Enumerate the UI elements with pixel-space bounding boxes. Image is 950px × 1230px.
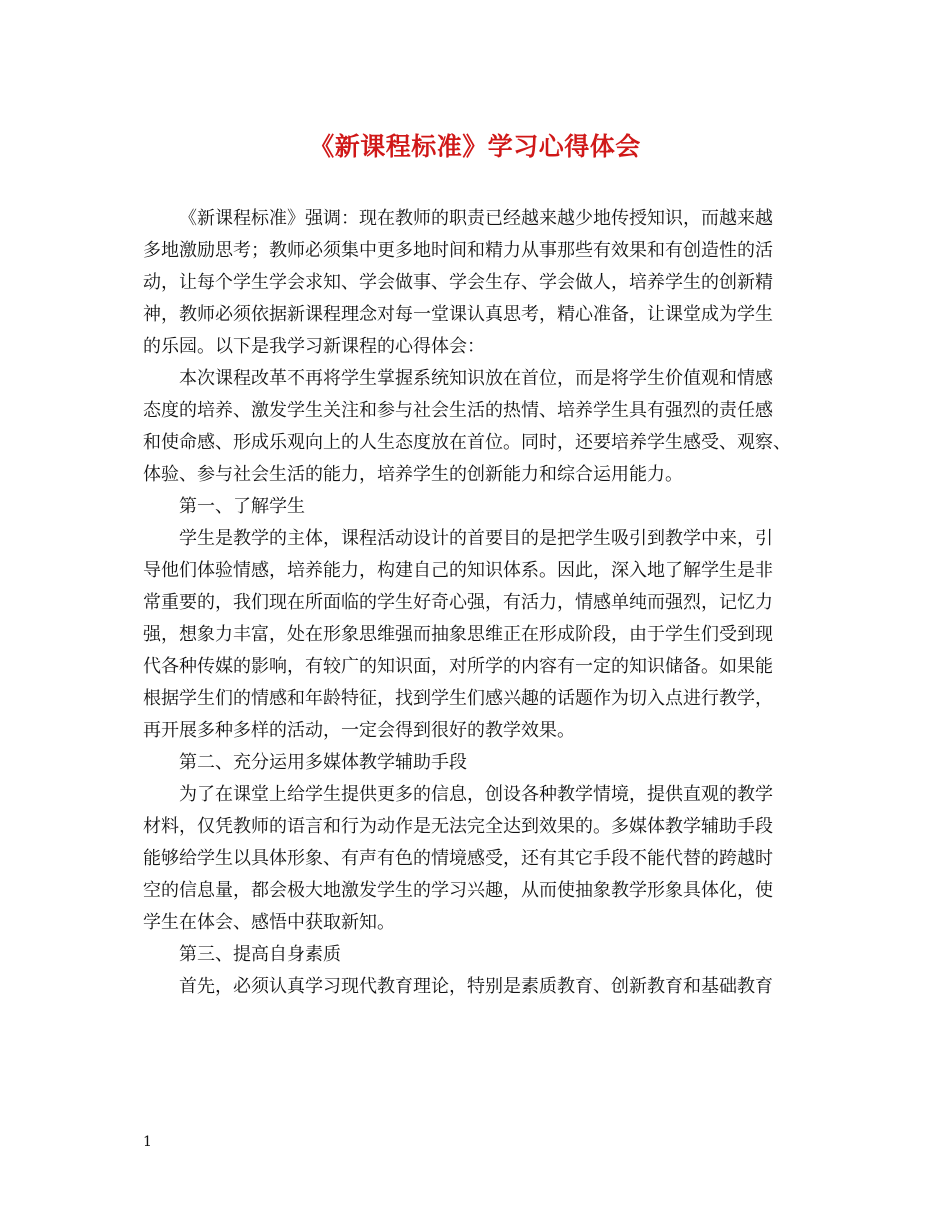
paragraph-intro xyxy=(143,203,823,363)
text-line: 首先，必须认真学习现代教育理论，特别是素质教育、创新教育和基础教育 xyxy=(179,976,773,997)
text-line: 根据学生们的情感和年龄特征，找到学生们感兴趣的话题作为切入点进行教学， xyxy=(143,688,773,709)
text-line: 材料，仅凭教师的语言和行为动作是无法完全达到效果的。多媒体教学辅助手段 xyxy=(143,816,773,837)
text-line: 能够给学生以具体形象、有声有色的情境感受，还有其它手段不能代替的跨越时 xyxy=(143,848,773,869)
text-line: 空的信息量，都会极大地激发学生的学习兴趣，从而使抽象教学形象具体化，使 xyxy=(143,880,773,901)
text-line: 强，想象力丰富，处在形象思维强而抽象思维正在形成阶段，由于学生们受到现 xyxy=(143,624,773,645)
text-line: 动，让每个学生学会求知、学会做事、学会生存、学会做人，培养学生的创新精 xyxy=(143,272,773,293)
paragraph-understand-students xyxy=(143,523,823,747)
document-body xyxy=(143,203,823,1003)
text-line: 体验、参与社会生活的能力，培养学生的创新能力和综合运用能力。 xyxy=(143,464,683,485)
text-line: 第二、充分运用多媒体教学辅助手段 xyxy=(179,752,467,773)
text-line: 常重要的，我们现在所面临的学生好奇心强，有活力，情感单纯而强烈，记忆力 xyxy=(143,592,773,613)
text-line: 《新课程标准》强调：现在教师的职责已经越来越少地传授知识，而越来越 xyxy=(179,208,773,229)
text-line: 代各种传媒的影响，有较广的知识面，对所学的内容有一定的知识储备。如果能 xyxy=(143,656,773,677)
text-line: 本次课程改革不再将学生掌握系统知识放在首位，而是将学生价值观和情感 xyxy=(179,368,773,389)
text-line: 导他们体验情感，培养能力，构建自己的知识体系。因此，深入地了解学生是非 xyxy=(143,560,773,581)
text-line: 第一、了解学生 xyxy=(179,496,305,517)
page-number: 1 xyxy=(143,1134,152,1150)
text-line: 多地激励思考；教师必须集中更多地时间和精力从事那些有效果和有创造性的活 xyxy=(143,240,773,261)
section-heading-2 xyxy=(143,747,823,779)
text-line: 为了在课堂上给学生提供更多的信息，创设各种教学情境，提供直观的教学 xyxy=(179,784,773,805)
text-line: 学生是教学的主体，课程活动设计的首要目的是把学生吸引到教学中来，引 xyxy=(179,528,773,549)
text-line: 神，教师必须依据新课程理念对每一堂课认真思考，精心准备，让课堂成为学生 xyxy=(143,304,773,325)
section-heading-1 xyxy=(143,491,823,523)
text-line: 的乐园。以下是我学习新课程的心得体会： xyxy=(143,336,485,357)
document-title: 《新课程标准》学习心得体会 xyxy=(309,132,641,161)
text-line: 学生在体会、感悟中获取新知。 xyxy=(143,912,395,933)
text-line: 和使命感、形成乐观向上的人生态度放在首位。同时，还要培养学生感受、观察、 xyxy=(143,432,791,453)
paragraph-reform xyxy=(143,363,823,491)
paragraph-multimedia xyxy=(143,779,823,939)
paragraph-self-quality xyxy=(143,971,823,1003)
section-heading-3 xyxy=(143,939,823,971)
text-line: 第三、提高自身素质 xyxy=(179,944,341,965)
text-line: 态度的培养、激发学生关注和参与社会生活的热情、培养学生具有强烈的责任感 xyxy=(143,400,773,421)
text-line: 再开展多种多样的活动，一定会得到很好的教学效果。 xyxy=(143,720,575,741)
